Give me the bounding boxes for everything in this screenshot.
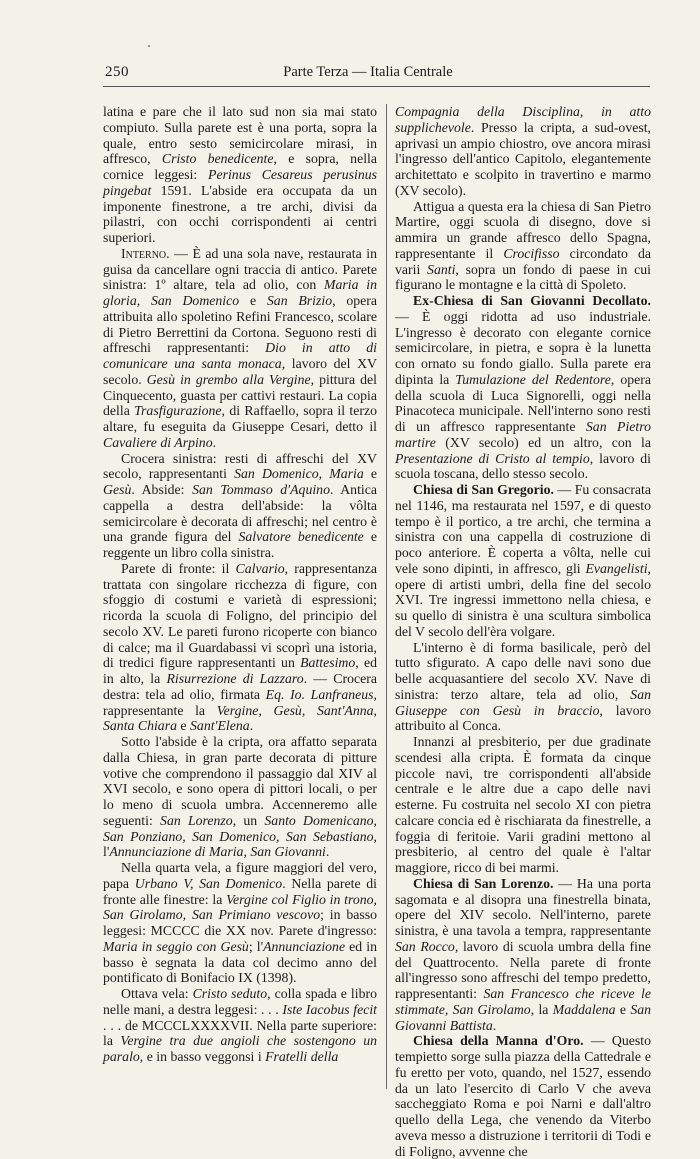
text-run: , rappresentanza trattata con singolare ricchezza di figure, con sfoggio di costumi e varietà di espressioni; ricorda la scuola di Foligno, del principio del secolo XV. Le pareti furono ricoperte con bianco di calce; ma il Guardabassi vi scoprì una istoria, di tredici figure rappresentanti un: [103, 560, 377, 671]
running-title: Parte Terza — Italia Centrale: [283, 64, 453, 80]
italic-text: Risurrezione di Lazzaro: [166, 671, 304, 686]
text-run: , lavoro di scuola umbra della fine del Quattrocento. Nella parete di fronte all'ingresso sono affreschi del tempo predetto, rappresentanti:: [395, 938, 651, 1001]
text-run: , lavoro attribuito al Conca.: [395, 702, 651, 734]
header-rule: [103, 86, 650, 87]
section-heading: Chiesa della Manna d'Oro.: [413, 1033, 584, 1049]
italic-text: Gesù: [103, 482, 132, 497]
column-divider: [386, 104, 387, 1089]
text-run: . Presso la cripta, a sud-ovest, aprivasi un ampio chiostro, ove ancora mirasi l'ingresso dell'antico Capitolo, elegantemente architettato e scolpito in travertino e marmo (XV secolo).: [395, 119, 651, 198]
text-run: e: [176, 718, 191, 734]
text-run: , e in basso veggonsi i: [139, 1049, 266, 1064]
text-run: , opere di artisti umbri, della fine del secolo XVI. Tre ingressi immettono nella chiesa, e su quello di sinistra è una scultura simbolica del V secolo dell'èra volgare.: [395, 560, 651, 639]
italic-text: Santo Domenicano, San Ponziano, San Domenico, San Sebastiano: [103, 812, 377, 844]
text-run: . . . de MCCCLXXXXVII. Nella parte superiore: la: [103, 1017, 377, 1049]
italic-text: Calvario: [235, 560, 285, 576]
text-run: Innanzi al presbiterio, per due gradinate scendesi alla cripta. È formata da cinque piccole navi, tre corrispondenti all'abside centrale e le altre due a capo delle navi esterne. Fu costruita nel secolo XI con pietra calcare concia ed è rischiarata da finestrelle, a foggia di feritoie. Varii gradini mettono al presbiterio, al centro del quale è l'altar maggiore, ricco di bei marmi.: [395, 734, 651, 875]
italic-text: Sant'Elena: [190, 718, 250, 734]
paragraph: [103, 986, 377, 1065]
text-run: ; in basso leggesi: MCCCC die XX nov. Parete d'ingresso:: [103, 907, 377, 938]
italic-text: Cristo benedicente: [161, 151, 274, 167]
paragraph: [103, 734, 377, 860]
text-run: Crocera sinistra: resti di affreschi del XV secolo, rappresentanti: [103, 450, 377, 482]
italic-text: Fratelli della: [265, 1049, 339, 1064]
italic-text: San Rocco: [395, 938, 455, 954]
text-run: , un: [232, 812, 265, 828]
italic-text: Perinus Cesareus perusinus pingebat: [103, 167, 377, 198]
italic-text: Tumulazione del Redentore: [455, 371, 611, 387]
text-run: 1591. L'abside era occupata da un imponente finestrone, a tre archi, divisi da pilastri, con occhi corrispondenti ai centri superiori.: [103, 182, 377, 245]
section-heading: Chiesa di San Lorenzo.: [413, 875, 554, 891]
text-run: . Nella parete di fronte alle finestre: la: [103, 875, 377, 907]
text-run: , la: [530, 1001, 553, 1017]
italic-text: Annunciazione di Maria, San Giovanni: [109, 844, 326, 860]
text-run: .: [325, 844, 330, 860]
paragraph: [395, 1033, 651, 1159]
paragraph: [395, 293, 651, 482]
italic-text: Dio in atto di comunicare una santa monaca: [103, 340, 377, 371]
text-run: (XV secolo) ed un altro, con la: [435, 434, 651, 450]
italic-text: Santi: [427, 261, 456, 277]
italic-text: Gesù in grembo alla Vergine: [146, 371, 311, 387]
italic-text: San Giovanni Battista: [395, 1001, 652, 1033]
text-run: ed in basso è segnata la data col decimo anno del pontificato di Bonifacio IX (1398).: [103, 938, 377, 986]
text-run: — Ha una porta sagomata e al disopra una finestrella binata, opere del XIV secolo. Nell'interno, parete sinistra, è una tavola a tempra, rappresentante: [395, 875, 651, 938]
section-label: Interno.: [121, 245, 170, 261]
italic-text: Maria in seggio con Gesù: [103, 938, 249, 954]
text-run: , rappresentante la: [103, 686, 377, 718]
paragraph: [103, 104, 377, 246]
italic-text: Compagnia della Disciplina, in atto supplichevole: [395, 104, 651, 135]
text-run: Ottava vela:: [121, 986, 193, 1001]
section-heading: Ex-Chiesa di San Giovanni Decollato.: [413, 293, 651, 308]
text-run: , opera della scuola di Luca Signorelli, oggi nella Pinacoteca municipale. Nell'interno sono resti di un affresco rappresentante: [395, 371, 651, 434]
italic-text: Evangelisti: [585, 560, 648, 576]
text-run: . Abside:: [131, 482, 193, 497]
text-run: .: [212, 434, 217, 450]
paragraph: [103, 451, 377, 561]
text-run: — Questo tempietto sorge sulla piazza della Cattedrale e fu eretto per voto, quando, nel 1527, essendo da un lato l'esercito di Carlo V che aveva saccheggiato Roma e poi Narni e dall'altro quello della Lega, che venendo da Viterbo aveva messo a distruzione i territorii di Todi e di Foligno, avvenne che: [395, 1033, 651, 1159]
italic-text: San Giuseppe con Gesù in braccio: [395, 686, 651, 718]
text-run: ; l': [248, 938, 264, 954]
text-run: , ed in alto, la: [103, 655, 377, 686]
text-run: — È ad una sola nave, restaurata in guisa da cancellare ogni traccia di antico. Parete sinistra: 1º altare, tela ad olio, con: [103, 245, 377, 293]
text-run: , lavoro di scuola toscana, dello stesso secolo.: [395, 450, 651, 482]
italic-text: Iste Iacobus fecit: [282, 1001, 378, 1017]
text-run: Parete di fronte: il: [121, 560, 236, 576]
italic-text: Vergine col Figlio in trono, San Girolamo, San Primiano vescovo: [103, 891, 377, 923]
text-run: e reggente un libro colla sinistra.: [103, 529, 377, 560]
paragraph: [395, 640, 651, 735]
text-run: e: [615, 1001, 631, 1017]
text-run: , di Raffaello, sopra il terzo altare, fu eseguita da Giuseppe Cesari, detto il: [103, 403, 377, 434]
text-run: , l': [103, 828, 377, 860]
italic-text: Urbano V, San Domenico: [134, 875, 283, 891]
italic-text: Vergine, Gesù, Sant'Anna, Santa Chiara: [103, 702, 378, 734]
paragraph: [103, 561, 377, 734]
italic-text: Salvatore benedicente: [238, 529, 364, 545]
italic-text: San Francesco che riceve le stimmate, San Girolamo: [395, 986, 651, 1017]
text-run: . — Crocera destra: tela ad olio, firmata: [103, 671, 377, 702]
text-run: e: [363, 466, 377, 482]
ink-speck: [148, 45, 150, 47]
page-number: 250: [105, 64, 129, 80]
paragraph: [395, 482, 651, 640]
text-run: — È oggi ridotta ad uso industriale. L'ingresso è decorato con elegante cornice semicircolare, in pietra, e sopra è la lunetta con ornato su fondo giallo. Sulla parete era dipinta la: [395, 308, 651, 387]
text-run: , lavoro del XV secolo.: [103, 356, 377, 387]
italic-text: Presentazione di Cristo al tempio: [395, 450, 590, 466]
italic-text: San Lorenzo: [160, 812, 233, 828]
text-run: , opera attribuita allo spoletino Refini Francesco, scolare di Pietro Berrettini da Cortona. Seguono resti di affreschi rappresentanti:: [103, 293, 377, 356]
italic-text: Trasfigurazione: [134, 403, 222, 419]
italic-text: Eq. Io. Lanfraneus: [265, 686, 374, 702]
text-run: Sotto l'abside è la cripta, ora affatto separata dalla Chiesa, in gran parte decorata di pitture votive che comprendono il passaggio dal XIV al XVI secolo, e sono opera di pittori locali, o per lo meno di scuola umbra. Accenneremo alle seguenti:: [103, 734, 377, 828]
text-run: , pittura del Cinquecento, guasta per cattivi restauri. La copia della: [103, 371, 377, 419]
section-heading: Chiesa di San Gregorio.: [413, 482, 554, 497]
text-run: , colla spada e libro nelle mani, a destra leggesi: . . .: [103, 986, 377, 1017]
italic-text: San Pietro martire: [395, 419, 651, 450]
italic-text: Maddalena: [552, 1001, 616, 1017]
left-text-column: [103, 104, 377, 1065]
text-run: .: [492, 1017, 497, 1033]
text-run: , sopra un fondo di paese in cui figurano le montagne e la città di Spoleto.: [395, 261, 652, 293]
text-run: circondato da varii: [395, 245, 651, 277]
text-run: Attigua a questa era la chiesa di San Pietro Martire, oggi scuola di disegno, dove si ammira un grande affresco dello Spagna, rappresentante il: [395, 198, 651, 261]
italic-text: Cavaliere di Arpino: [103, 434, 213, 450]
italic-text: Vergine tra due angioli che sostengono un paralo: [103, 1033, 377, 1064]
paragraph: [395, 104, 651, 199]
text-run: . Antica cappella a destra dell'abside: la vôlta semicircolare è decorata di affreschi; nel centro è una grande figura del: [103, 482, 377, 545]
italic-text: Cristo seduto: [192, 986, 268, 1001]
text-run: e: [239, 293, 267, 308]
text-run: , e sopra, nella cornice leggesi:: [103, 151, 377, 182]
italic-text: San Brizio: [266, 293, 333, 308]
right-text-column: [395, 104, 651, 1159]
paragraph: [103, 860, 377, 986]
paragraph: [395, 199, 651, 294]
italic-text: Battesimo: [300, 655, 356, 671]
italic-text: Crocifisso: [503, 245, 560, 261]
paragraph: [395, 734, 651, 876]
paragraph: [103, 246, 377, 451]
text-run: Nella quarta vela, a figure maggiori del vero, papa: [103, 860, 377, 891]
italic-text: Maria in gloria, San Domenico: [103, 277, 377, 308]
italic-text: San Tommaso d'Aquino: [192, 482, 330, 497]
text-run: latina e pare che il lato sud non sia mai stato compiuto. Sulla parete est è una porta, sopra la quale, entro sesto semicircolare mirasi, in affresco,: [103, 104, 377, 167]
paragraph: [395, 876, 651, 1034]
text-run: .: [249, 718, 254, 734]
text-run: L'interno è di forma basilicale, però del tutto sfigurato. A capo delle navi sono due belle acquasantiere del secolo XV. Nave di sinistra: terzo altare, tela ad olio,: [395, 639, 651, 702]
italic-text: Annunciazione: [263, 938, 346, 954]
text-run: — Fu consacrata nel 1146, ma restaurata nel 1597, e di questo tempo è il portico, a tre archi, che termina a sinistra con una cappella di costruzione di poco anteriore. È coperta a vôlta, nelle cui vele sono dipinti, in affresco, gli: [395, 482, 651, 576]
italic-text: San Domenico, Maria: [234, 466, 364, 482]
